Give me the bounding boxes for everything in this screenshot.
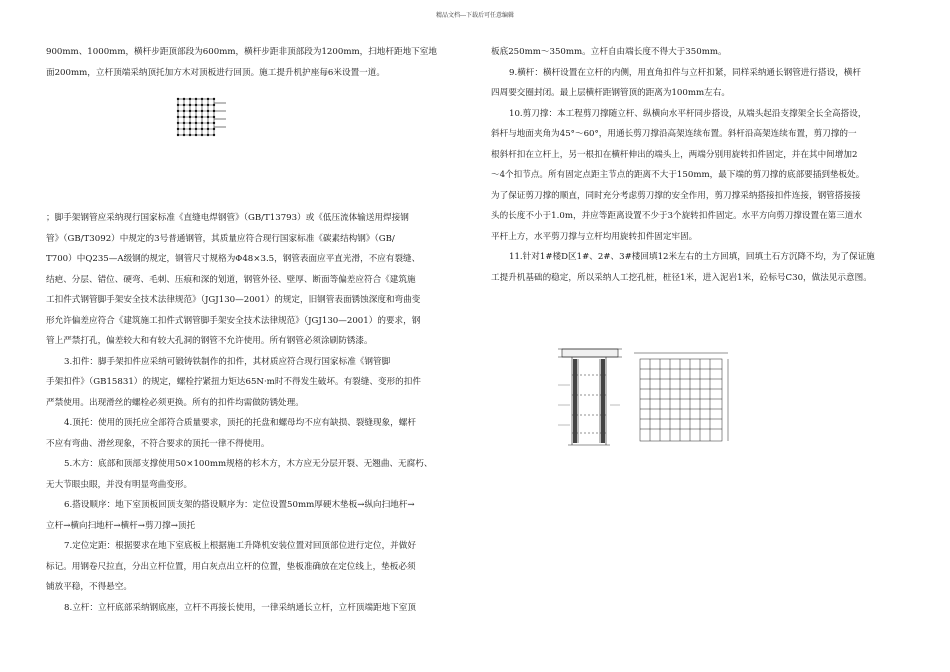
- pile-foundation-diagram: [554, 345, 744, 460]
- text-line: 5.木方：底部和顶部支撑使用50×100mm规格的杉木方，木方应无分层开裂、无翘曲、无腐朽、: [64, 459, 433, 469]
- figure-area: [46, 83, 458, 208]
- text-line: 结疤、分层、错位、硬弯、毛刺、压痕和深的划道，钢管外径、壁厚、断面等偏差应符合《建筑施: [46, 274, 416, 285]
- text-line: 工提升机基础的稳定，所以采纳人工挖孔桩，桩径1米，进入泥岩1米，砼标号C30，做法见示意图。: [491, 272, 872, 283]
- text-line: ～4个扣节点。所有固定点距主节点的距离不大于150mm，最下端的剪刀撑的底部要插到垫板处。: [491, 170, 865, 180]
- text-line: 为了保证剪刀撑的顺直，同时充分考虑剪刀撑的安全作用，剪刀撑采纳搭接扣件连接，钢管搭接接: [491, 190, 861, 201]
- scaffold-plan-figure: [176, 97, 232, 141]
- text-line: 管》（GB/T3092）中规定的3号普通钢管，其质量应符合现行国家标准《碳素结构钢》（GB/: [46, 233, 395, 244]
- text-line: 900mm、1000mm，横杆步距顶部段为600mm，横杆步距非顶部段为1200mm，扫地杆距地下室地: [46, 47, 437, 57]
- text-line: ；脚手架钢管应采纳现行国家标准《直缝电焊钢管》（GB/T13793）或《低压流体输送用焊接钢: [46, 213, 409, 223]
- text-line: 根斜杆扣在立杆上，另一根扣在横杆伸出的端头上，两端分别用旋转扣件固定，并在其中间增加2: [491, 149, 858, 160]
- right-column: [491, 42, 909, 288]
- text-line: 管上严禁打孔，偏差较大和有较大孔洞的钢管不允许使用。所有钢管必须涂刷防锈漆。: [46, 336, 373, 346]
- text-line: 形允许偏差应符合《建筑施工扣件式钢管脚手架安全技术法律规范》（JGJ130—2001）的要求，钢: [46, 315, 421, 326]
- text-line: 不应有弯曲、滑丝现象，不符合要求的顶托一律不得使用。: [46, 438, 270, 449]
- text-line: 手架扣件》（GB15831）的规定，螺栓拧紧扭力矩达65N·m时不得发生破坏。有裂缝、变形的扣件: [46, 377, 421, 387]
- text-line: 严禁使用。出现滑丝的螺栓必须更换。所有的扣件均需做防锈处理。: [46, 397, 304, 408]
- text-line: 四周要交圈封闭。最上层横杆距钢管顶的距离为100mm左右。: [491, 88, 730, 98]
- text-line: 11.针对1#楼D区1#、2#、3#楼回填12米左右的土方回填，回填土石方沉降不均，为了保证施: [509, 252, 875, 262]
- text-line: 4.顶托：使用的顶托应全部符合质量要求，顶托的托盘和螺母均不应有缺损、裂缝现象，螺杆: [64, 418, 416, 428]
- text-line: 6.搭设顺序：地下室顶板回顶支架的搭设顺序为：定位设置50mm厚硬木垫板→纵向扫地杆→: [64, 500, 415, 510]
- text-line: 10.剪刀撑：本工程剪刀撑随立杆、纵横向水平杆同步搭设，从端头起沿支撑架全长全高搭设，: [509, 108, 867, 119]
- text-line: 斜杆与地面夹角为45°～60°，用通长剪刀撑沿高架连续布置。斜杆沿高架连续布置，剪刀撑的一: [491, 129, 857, 139]
- text-line: 面200mm，立杆顶端采纳顶托加方木对顶板进行回顶。施工提升机护座每6米设置一道。: [46, 67, 385, 78]
- text-line: 8.立杆：立杆底部采纳钢底座，立杆不再接长使用，一律采纳通长立杆，立杆顶端距地下室顶: [64, 602, 416, 613]
- text-line: 3.扣件：脚手架扣件应采纳可锻铸铁制作的扣件，其材质应符合现行国家标准《钢管脚: [64, 356, 391, 367]
- scaffold-grid-diagram: [176, 97, 232, 141]
- text-line: 头的长度不小于1.0m，并应等距离设置不少于3个旋转扣件固定。水平方向剪刀撑设置在第三道水: [491, 211, 863, 221]
- text-line: 9.横杆：横杆设置在立杆的内侧，用直角扣件与立杆扣紧，同样采纳通长钢管进行搭设，横杆: [509, 67, 861, 78]
- text-line: 立杆→横向扫地杆→横杆→剪刀撑→顶托: [46, 520, 196, 531]
- page-header: 精品文档---下载后可任意编辑: [435, 12, 515, 19]
- text-line: T700）中Q235—A级钢的规定，钢管尺寸规格为Φ48×3.5，钢管表面应平直光滑，不应有裂缝、: [46, 254, 421, 264]
- text-line: 平杆上方，水平剪刀撑与立杆均用旋转扣件固定牢固。: [491, 231, 698, 242]
- pile-foundation-figure: [554, 345, 744, 460]
- text-line: 板底250mm～350mm。立杆自由端长度不得大于350mm。: [491, 47, 727, 57]
- text-line: 铺放平稳，不得悬空。: [46, 582, 132, 592]
- text-line: 工扣件式钢管脚手架安全技术法律规范》（JGJ130—2001）的规定，旧钢管表面锈蚀深度和弯曲变: [46, 295, 421, 305]
- text-line: 7.定位定距：根据要求在地下室底板上根据施工升降机安装位置对回顶部位进行定位，并做好: [64, 541, 416, 551]
- text-line: 无大节眼虫眼，并没有明显弯曲变形。: [46, 479, 193, 490]
- left-column: [46, 42, 458, 618]
- text-line: 标记。用钢卷尺拉直，分出立杆位置，用白灰点出立杆的位置，垫板准确放在定位线上，垫板必须: [46, 561, 416, 572]
